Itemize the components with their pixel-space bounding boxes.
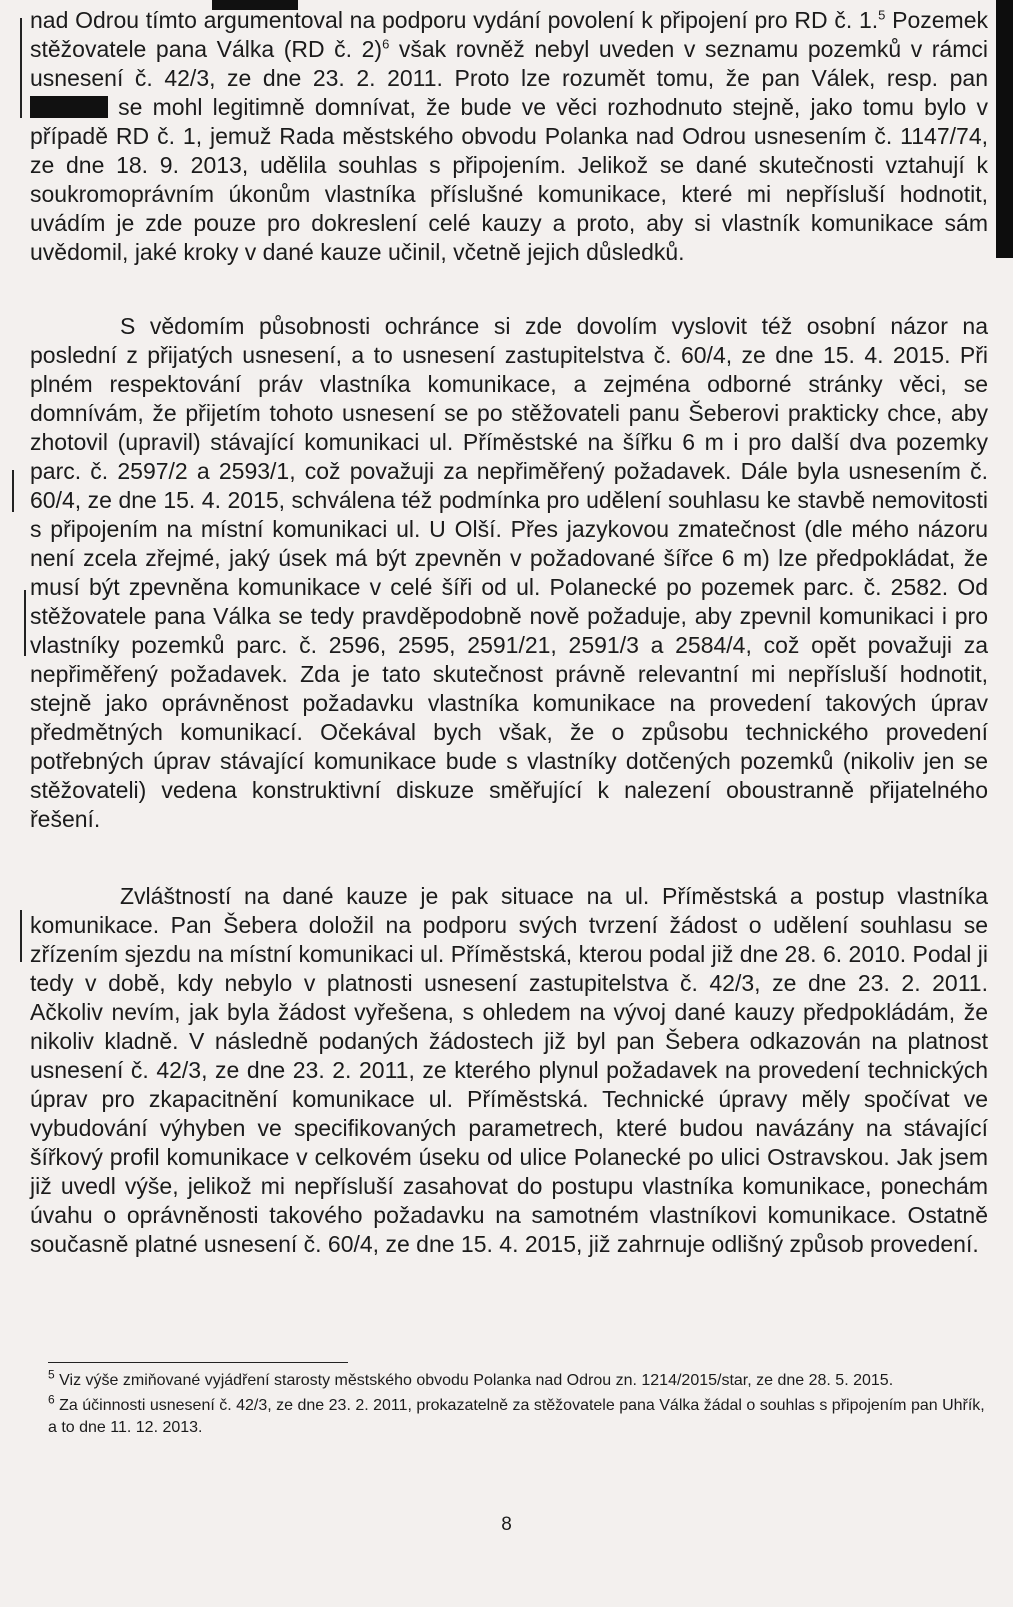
paragraph-opinion [30, 312, 988, 834]
paragraph-continuation [30, 6, 988, 267]
margin-mark [24, 590, 26, 656]
p1-text-4: se mohl legitimně domnívat, že bude ve věci rozhodnuto stejně, jako tomu bylo v případě RD č. 1, jemuž Rada městského obvodu Polanka nad Odrou usnesením č. 1147/74, ze dne 18. 9. 2013, udělila souhlas s připojením. Jelikož se dané skutečnosti vztahují k soukromoprávním úkonům vlastníka příslušné komunikace, které mi nepřísluší hodnotit, uvádím je zde pouze pro dokreslení celé kauzy a proto, aby si vlastník komunikace sám uvědomil, jaké kroky v dané kauze učinil, včetně jejich důsledků. [30, 94, 988, 265]
footnote-number: 6 [48, 1392, 55, 1407]
footnote-5 [48, 1367, 986, 1392]
footnote-separator [48, 1362, 348, 1363]
footnote-text: Viz výše zmiňované vyjádření starosty městského obvodu Polanka nad Odrou zn. 1214/2015/star, ze dne 28. 5. 2015. [59, 1372, 894, 1389]
margin-mark [12, 470, 14, 512]
footnote-ref-5[interactable]: 5 [878, 7, 886, 23]
footnotes [48, 1367, 986, 1442]
paragraph-text: S vědomím působnosti ochránce si zde dovolím vyslovit též osobní názor na poslední z přijatých usnesení, a to usnesení zastupitelstva č. 60/4, ze dne 15. 4. 2015. Při plném respektování práv vlastníka komunikace, a zejména odborné stránky věci, se domnívám, že přijetím tohoto usnesení se po stěžovateli panu Šeberovi prakticky chce, aby zhotovil (upravil) stávající komunikaci ul. Příměstské na šířku 6 m i pro další dva pozemky parc. č. 2597/2 a 2593/1, což považuji za nepřiměřený požadavek. Dále byla usnesením č. 60/4, ze dne 15. 4. 2015, schválena též podmínka pro udělení souhlasu ke stavbě nemovitosti s připojením na místní komunikaci ul. U Olší. Přes jazykovou zmatečnost (dle mého názoru není zcela zřejmé, jaký úsek má být zpevněn v požadované šířce 6 m) lze předpokládat, že musí být zpevněna komunikace v celé šíři od ul. Polanecké po pozemek parc. č. 2582. Od stěžovatele pana Válka se tedy pravděpodobně nově požaduje, aby zpevnil komunikaci i pro vlastníky pozemků parc. č. 2596, 2595, 2591/21, 2591/3 a 2584/4, což opět považuji za nepřiměřený požadavek. Zda je tato skutečnost právně relevantní mi nepřísluší hodnotit, stejně jako oprávněnost požadavku vlastníka komunikace na provedení takových úprav předmětných komunikací. Očekával bych však, že o způsobu technického provedení potřebných úprav stávající komunikace bude s vlastníky dotčených pozemků (nikoliv jen se stěžovateli) vedena konstruktivní diskuze směřující k nalezení oboustranně přijatelného řešení. [30, 313, 988, 832]
redacted-name [30, 96, 108, 118]
paragraph-text: Zvláštností na dané kauze je pak situace na ul. Příměstská a postup vlastníka komunikace. Pan Šebera doložil na podporu svých tvrzení žádost o udělení souhlasu se zřízením sjezdu na místní komunikaci ul. Příměstská, kterou podal již dne 28. 6. 2010. Podal ji tedy v době, kdy nebylo v platnosti usnesení zastupitelstva č. 42/3, ze dne 23. 2. 2011. Ačkoliv nevím, jak byla žádost vyřešena, s ohledem na vývoj dané kauzy předpokládám, že nikoliv kladně. V následně podaných žádostech již byl pan Šebera odkazován na platnost usnesení č. 42/3, ze dne 23. 2. 2011, ze kterého plynul požadavek na provedení technických úprav pro zkapacitnění komunikace ul. Příměstská. Technické úpravy měly spočívat ve vybudování výhyben ve specifikovaných parametrech, které budou navázány na stávající šířkový profil komunikace v celkovém úseku od ulice Polanecké po ulici Ostravskou. Jak jsem již uvedl výše, jelikož mi nepřísluší zasahovat do postupu vlastníka komunikace, ponechám úvahu o oprávněnosti takového požadavku na samotném vlastníkovi komunikace. Ostatně současně platné usnesení č. 60/4, ze dne 15. 4. 2015, již zahrnuje odlišný způsob provedení. [30, 883, 988, 1257]
p1-text-2: Pozemek stěžovatele pana Válka (RD č. 2) [30, 7, 989, 62]
p1-text-3: však rovněž nebyl uveden v seznamu pozemků v rámci usnesení č. 42/3, ze dne 23. 2. 2011. Proto lze rozumět tomu, že pan Válek, resp. pan [30, 36, 988, 91]
p1-text-1: nad Odrou tímto argumentoval na podporu vydání povolení k připojení pro RD č. 1. [30, 7, 879, 33]
margin-mark [20, 18, 22, 118]
footnote-number: 5 [48, 1367, 55, 1382]
redaction-bar-right [996, 0, 1013, 258]
footnote-6 [48, 1392, 986, 1439]
footnote-text: Za účinnosti usnesení č. 42/3, ze dne 23. 2. 2011, prokazatelně za stěžovatele pana Válka žádal o souhlas s připojením pan Uhřík, a to dne 11. 12. 2013. [48, 1397, 985, 1436]
page-number: 8 [501, 1514, 512, 1535]
footnote-ref-6[interactable]: 6 [382, 36, 390, 52]
margin-mark [20, 910, 22, 962]
paragraph-primestska [30, 882, 988, 1259]
